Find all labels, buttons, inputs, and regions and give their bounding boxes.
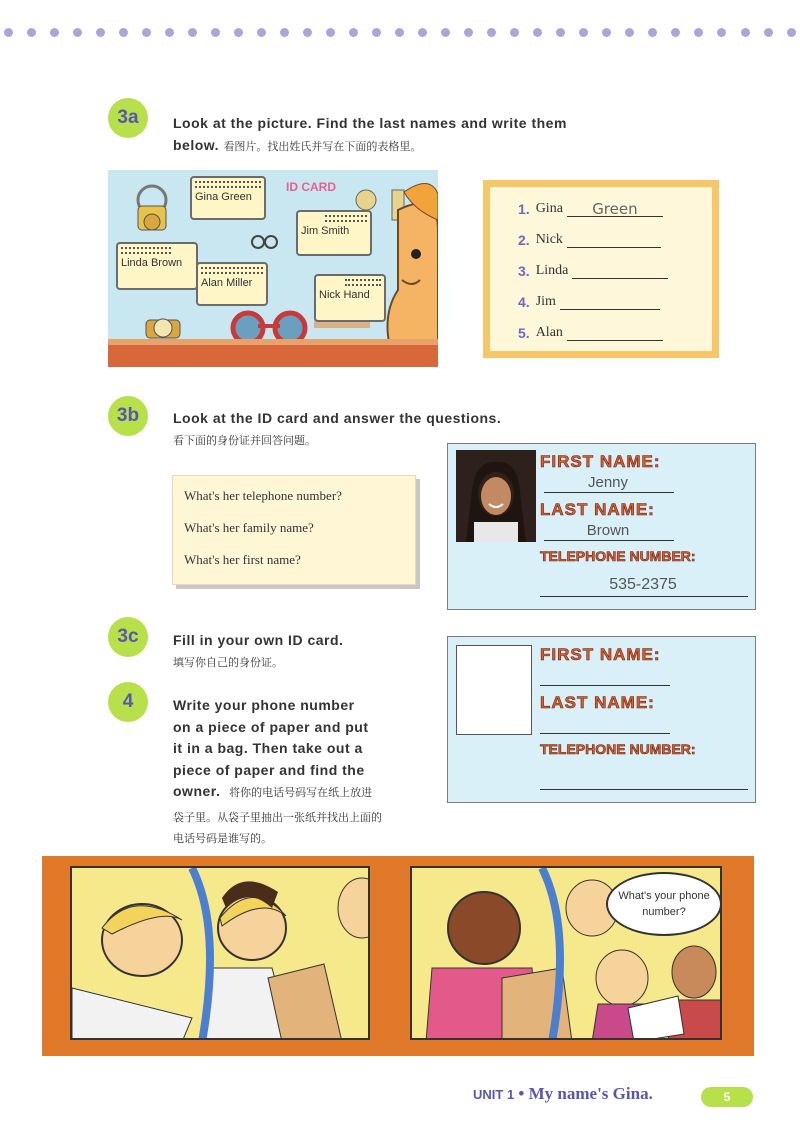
decorative-dot-border [0,28,800,40]
list-first-name: Linda [535,263,569,278]
list-item [518,201,663,217]
question-item: What's her first name? [184,552,301,567]
list-item [518,263,668,279]
id-card-own [447,636,756,803]
tag-jim-smith [296,210,372,256]
answer-blank[interactable]: Green [567,201,663,217]
last-name-line [544,540,674,541]
list-item [518,232,661,248]
list-number: 5. [518,325,530,341]
list-first-name: Gina [535,201,563,216]
phone-label: TELEPHONE NUMBER: [540,548,696,564]
list-number: 2. [518,232,530,248]
section-badge-3c: 3c [108,617,148,657]
instruction-3a [173,112,773,158]
girl-portrait-icon [456,450,536,542]
comic-panel-right [410,866,722,1040]
comic-panel-left [70,866,370,1040]
list-number: 3. [518,263,530,279]
last-name-value: Brown [586,522,630,539]
shelf [108,339,438,367]
list-item [518,325,663,341]
last-names-list [483,180,719,358]
list-number: 4. [518,294,530,310]
tag-nick-hand-text: Nick Hand [319,289,370,301]
tag-gina-green [190,176,266,220]
instruction-4 [173,695,443,804]
comic-strip [42,856,754,1056]
list-number: 1. [518,201,530,217]
answer-blank[interactable] [567,325,663,341]
instruction-3a-line1: Look at the picture. Find the last names and write them [173,115,567,131]
tag-gina-green-text: Gina Green [195,191,252,203]
list-first-name: Nick [535,232,563,247]
section-badge-3a: 3a [108,98,148,138]
list-first-name: Alan [535,325,563,340]
comic-left-art [72,868,370,1040]
question-item: What's her telephone number? [184,488,342,503]
answer-blank[interactable] [572,263,668,279]
tag-alan-miller [196,262,268,306]
instruction-4-cn: 将你的电话号码写在纸上放进 [229,786,373,799]
first-name-line [544,492,674,493]
unit-title: My name's Gina. [528,1084,653,1103]
id-card-jenny [447,443,756,610]
unit-label: UNIT 1 [473,1087,515,1102]
answer-blank[interactable] [567,232,661,248]
student-photo [456,450,536,542]
instruction-4-line: owner. [173,783,221,799]
speech-bubble: What's your phone number? [606,872,722,936]
phone-line [540,596,748,597]
last-name-label: LAST NAME: [540,500,655,519]
instruction-4-cn: 电话号码是谁写的。 [173,832,272,845]
instruction-4-cn: 袋子里。从袋子里抽出一张纸并找出上面的 [173,811,382,824]
last-name-label: LAST NAME: [540,693,655,712]
section-badge-3b: 3b [108,396,148,436]
questions-box [172,475,416,585]
phone-value: 535-2375 [609,576,677,593]
instruction-3a-line2: below. [173,137,220,153]
list-item [518,294,660,310]
tag-linda-brown-text: Linda Brown [121,257,183,269]
tag-nick-hand [314,274,386,322]
instruction-4-line: it in a bag. Then take out a [173,740,363,756]
instruction-3b: Look at the ID card and answer the questions. [173,410,502,426]
phone-line[interactable] [540,789,748,790]
instruction-3c: Fill in your own ID card. [173,632,344,648]
first-name-label: FIRST NAME: [540,645,661,664]
photo-placeholder[interactable] [456,645,532,735]
phone-label: TELEPHONE NUMBER: [540,741,696,757]
answer-blank[interactable] [560,294,660,310]
page-number: 5 [701,1087,753,1107]
instruction-3b-cn: 看下面的身份证并回答问题。 [173,434,316,447]
first-name-line[interactable] [540,685,670,686]
tag-linda-brown [116,242,198,290]
footer-bullet: • [518,1084,525,1103]
page-footer [473,1084,653,1104]
list-first-name: Jim [535,294,556,309]
instruction-4-line: piece of paper and find the [173,761,365,778]
first-name-value: Jenny [587,474,629,491]
question-item: What's her family name? [184,520,314,535]
instruction-3c-cn: 填写你自己的身份证。 [173,656,283,669]
instruction-4-line: Write your phone number [173,697,355,713]
id-card-heading: ID CARD [286,180,336,194]
id-cards-picture [108,170,438,367]
first-name-label: FIRST NAME: [540,452,661,471]
instruction-3a-cn: 看图片。找出姓氏并写在下面的表格里。 [223,140,422,153]
tag-alan-miller-text: Alan Miller [201,277,253,289]
last-name-line[interactable] [540,733,670,734]
instruction-4-line: on a piece of paper and put [173,718,369,735]
section-badge-4: 4 [108,682,148,722]
tag-jim-smith-text: Jim Smith [301,225,350,237]
